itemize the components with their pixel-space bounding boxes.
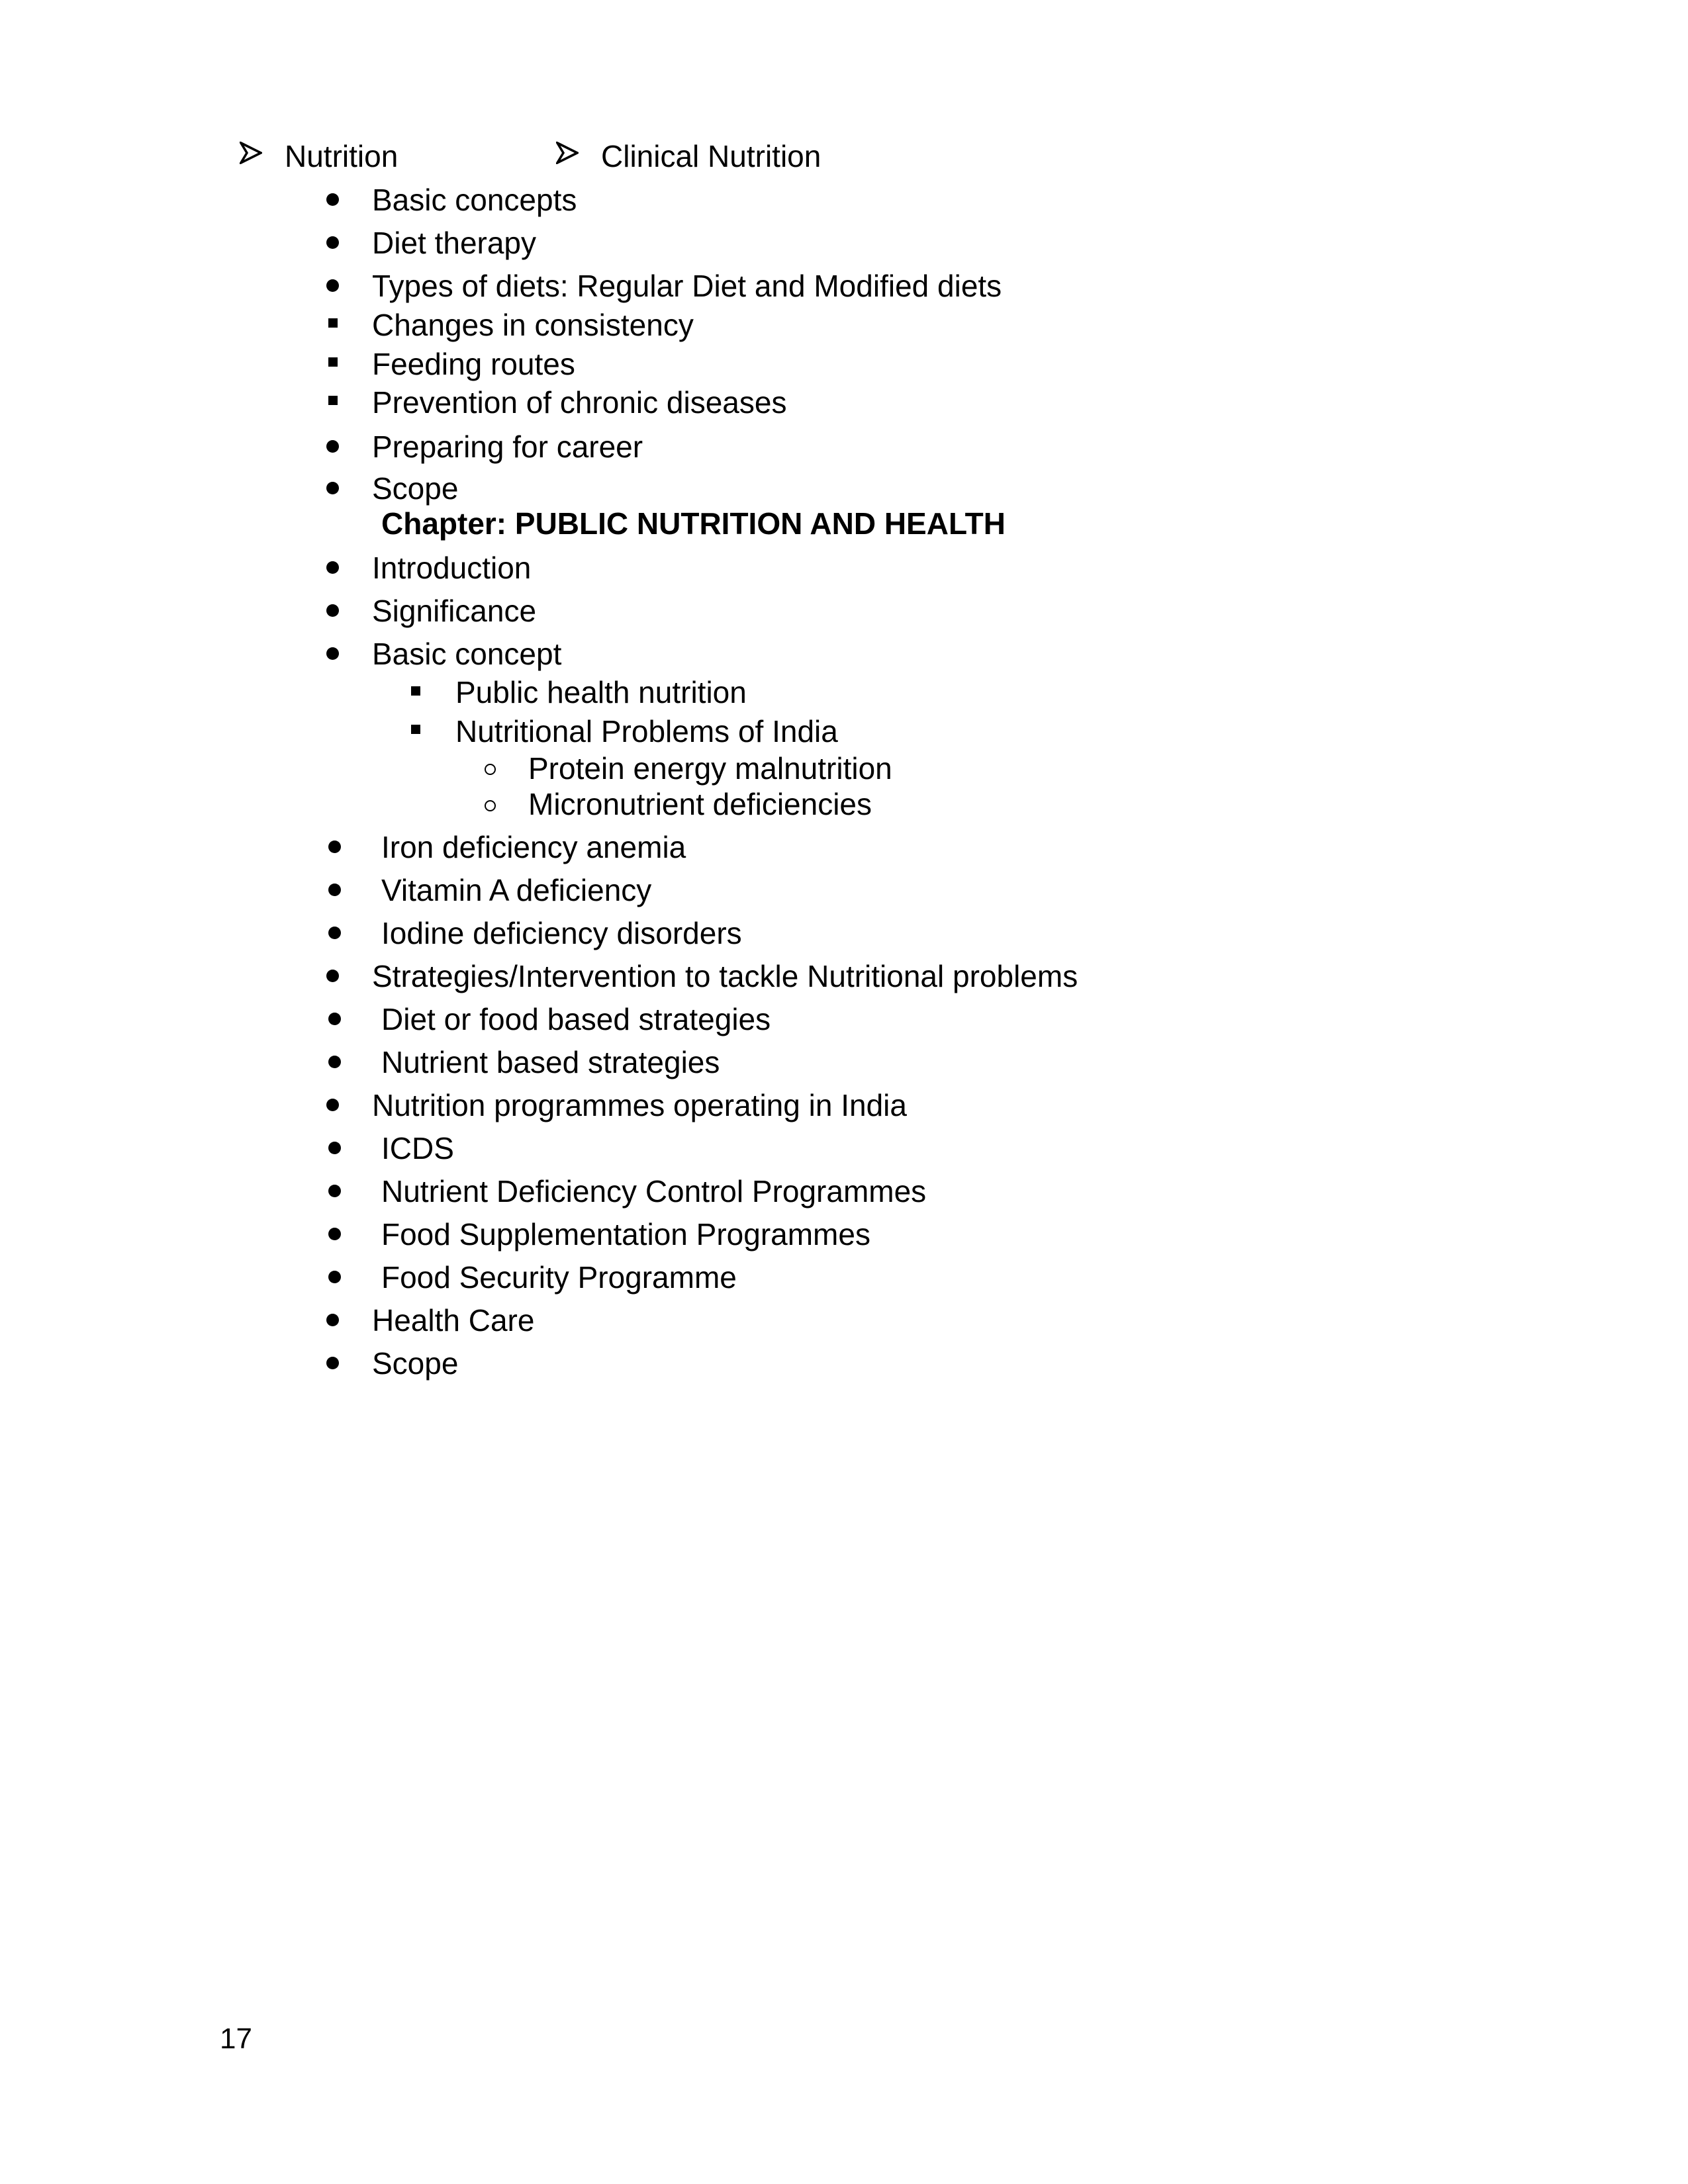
list-item: Food Security Programme (381, 1260, 737, 1295)
bullet-dot-icon (328, 1185, 341, 1197)
bullet-square-icon (328, 318, 338, 328)
bullet-dot-icon (326, 1099, 339, 1111)
bullet-dot-icon (328, 884, 341, 896)
list-item: Strategies/Intervention to tackle Nutritional problems (372, 959, 1078, 993)
bullet-dot-icon (326, 970, 339, 982)
list-item: Introduction (372, 551, 532, 585)
list-item: Protein energy malnutrition (528, 751, 892, 786)
list-item: Significance (372, 594, 537, 628)
list-item: Nutrient based strategies (381, 1045, 720, 1079)
bullet-square-icon (328, 357, 338, 367)
list-item: Micronutrient deficiencies (528, 787, 872, 821)
arrow-bullet-icon (556, 142, 579, 164)
list-item: Iodine deficiency disorders (381, 916, 742, 950)
bullet-dot-icon (328, 1142, 341, 1154)
bullet-square-icon (328, 396, 338, 405)
bullet-dot-icon (326, 604, 339, 617)
list-item: Nutrition programmes operating in India (372, 1088, 907, 1122)
list-item: Health Care (372, 1303, 535, 1338)
bullet-square-icon (411, 725, 420, 734)
header-item-nutrition: Nutrition (285, 139, 399, 173)
list-item: Public health nutrition (455, 675, 747, 709)
bullet-dot-icon (326, 647, 339, 660)
bullet-dot-icon (326, 440, 339, 453)
list-item: Diet therapy (372, 226, 537, 260)
list-item: Scope (372, 471, 459, 506)
bullet-dot-icon (326, 1357, 339, 1369)
bullet-circle-icon (485, 800, 496, 811)
bullet-dot-icon (326, 236, 339, 249)
bullet-square-icon (411, 686, 420, 696)
list-item: Food Supplementation Programmes (381, 1217, 870, 1251)
list-item: Types of diets: Regular Diet and Modified diets (372, 269, 1002, 303)
list-item: Nutritional Problems of India (455, 714, 838, 749)
arrow-bullet-icon (240, 142, 262, 164)
list-item: ICDS (381, 1131, 454, 1165)
bullet-dot-icon (326, 482, 339, 494)
bullet-dot-icon (326, 193, 339, 206)
header-item-clinical-nutrition: Clinical Nutrition (601, 139, 821, 173)
list-item: Iron deficiency anemia (381, 830, 686, 864)
bullet-dot-icon (326, 1314, 339, 1326)
bullet-dot-icon (328, 1271, 341, 1283)
list-item: Changes in consistency (372, 308, 694, 342)
list-item: Basic concept (372, 637, 562, 671)
list-item: Feeding routes (372, 347, 575, 381)
list-item: Nutrient Deficiency Control Programmes (381, 1174, 927, 1208)
bullet-dot-icon (328, 1228, 341, 1240)
bullet-dot-icon (328, 927, 341, 939)
bullet-dot-icon (328, 841, 341, 853)
bullet-dot-icon (328, 1013, 341, 1025)
chapter-heading: Chapter: PUBLIC NUTRITION AND HEALTH (381, 506, 1006, 541)
list-item: Diet or food based strategies (381, 1002, 771, 1036)
list-item: Scope (372, 1346, 459, 1381)
list-item: Preparing for career (372, 430, 643, 464)
list-item: Basic concepts (372, 183, 577, 217)
bullet-circle-icon (485, 764, 496, 775)
bullet-dot-icon (328, 1056, 341, 1068)
bullet-dot-icon (326, 279, 339, 292)
list-item: Vitamin A deficiency (381, 873, 652, 907)
page-number: 17 (220, 2023, 252, 2055)
bullet-dot-icon (326, 561, 339, 574)
list-item: Prevention of chronic diseases (372, 385, 787, 420)
